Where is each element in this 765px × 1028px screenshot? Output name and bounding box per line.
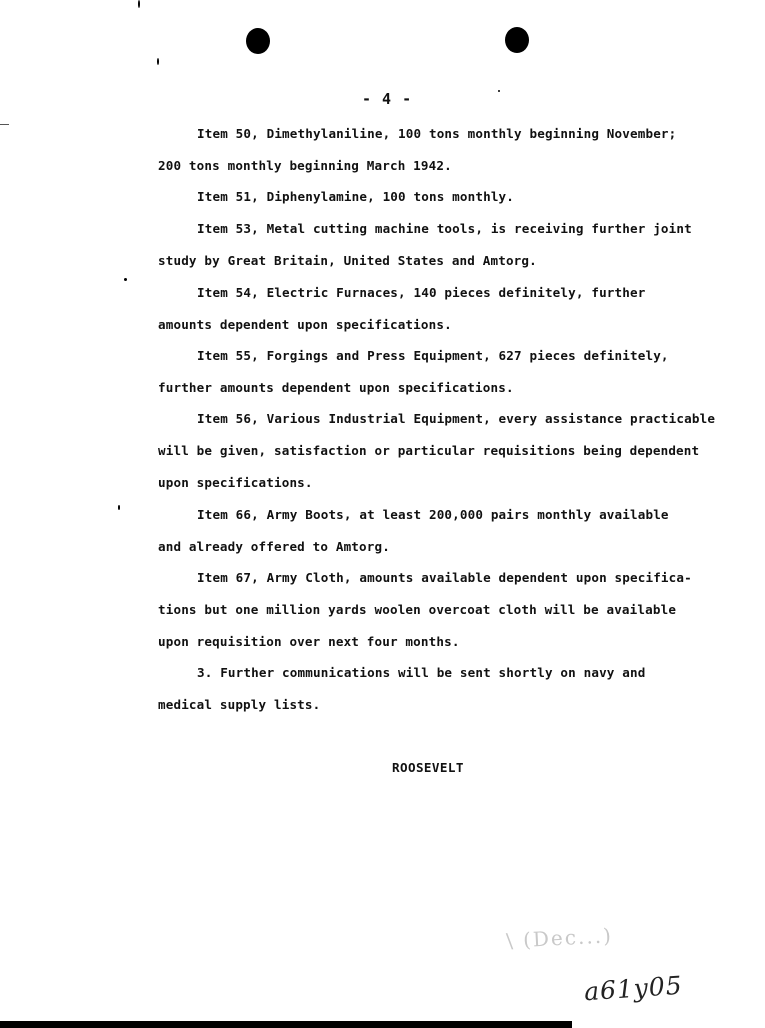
body-line: upon specifications. (158, 475, 313, 490)
body-line: 200 tons monthly beginning March 1942. (158, 158, 452, 173)
body-line: upon requisition over next four months. (158, 634, 460, 649)
body-line: Item 67, Army Cloth, amounts available dependent upon specifica- (197, 570, 692, 585)
scan-bottom-edge (0, 1021, 572, 1028)
body-line: Item 53, Metal cutting machine tools, is receiving further joint (197, 221, 692, 236)
page-number: - 4 - (362, 90, 413, 108)
body-line: study by Great Britain, United States and Amtorg. (158, 253, 537, 268)
scan-speck (498, 90, 500, 92)
body-line: 3. Further communications will be sent shortly on navy and (197, 665, 646, 680)
signature: ROOSEVELT (392, 760, 464, 775)
body-line: Item 55, Forgings and Press Equipment, 627 pieces definitely, (197, 348, 669, 363)
handwritten-note: a61y05 (583, 970, 684, 1007)
scan-speck (157, 58, 159, 65)
body-line: Item 56, Various Industrial Equipment, every assistance practicable (197, 411, 716, 426)
body-line: Item 51, Diphenylamine, 100 tons monthly. (197, 189, 515, 204)
scan-speck (138, 0, 140, 8)
body-line: Item 54, Electric Furnaces, 140 pieces definitely, further (197, 285, 646, 300)
body-line: further amounts dependent upon specifications. (158, 380, 514, 395)
body-line: tions but one million yards woolen overcoat cloth will be available (158, 602, 677, 617)
body-line: and already offered to Amtorg. (158, 539, 390, 554)
faint-stamp: \ (Dec...) (505, 923, 614, 953)
body-line: medical supply lists. (158, 697, 321, 712)
body-line: Item 66, Army Boots, at least 200,000 pairs monthly available (197, 507, 669, 522)
body-line: Item 50, Dimethylaniline, 100 tons monthly beginning November; (197, 126, 677, 141)
punch-hole-left (246, 28, 270, 54)
punch-hole-right (505, 27, 529, 53)
body-line: amounts dependent upon specifications. (158, 317, 452, 332)
body-line: will be given, satisfaction or particular requisitions being dependent (158, 443, 700, 458)
scan-speck (118, 505, 120, 510)
margin-mark (0, 124, 9, 125)
scan-speck (124, 278, 127, 281)
